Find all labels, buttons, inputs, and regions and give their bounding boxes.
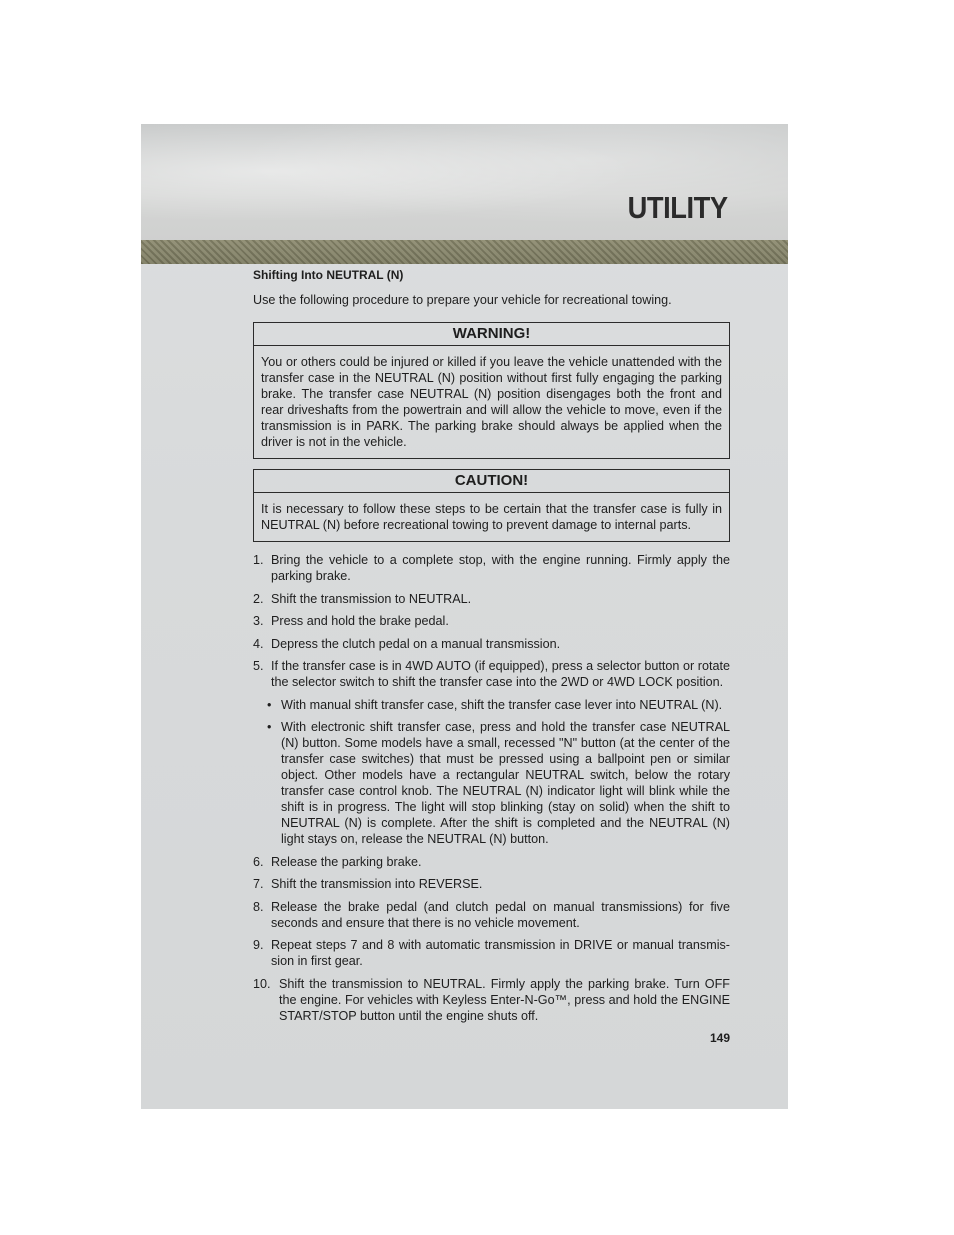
intro-paragraph: Use the following procedure to prepare your vehicle for recreational towing. (253, 293, 672, 307)
content (253, 267, 730, 1030)
bullet-list (253, 697, 730, 848)
step-number: 2. (253, 591, 264, 606)
step-text: Press and hold the brake pedal. (271, 614, 449, 628)
caution-title: CAUTION! (254, 470, 729, 493)
header-band (141, 240, 788, 264)
step-text: Shift the transmission to NEUTRAL. (271, 591, 472, 606)
step-text: Release the brake pedal (and clutch pedal on manual transmissions) for five seconds and ensure that there is no vehicle movement. (271, 899, 730, 930)
list-item (253, 937, 730, 969)
bullet-mark: • (267, 720, 272, 734)
procedure-list-continued (253, 854, 730, 1024)
caution-box (253, 469, 730, 542)
step-number: 5. (253, 659, 264, 673)
list-item (253, 658, 730, 690)
warning-box (253, 322, 730, 459)
step-number: 7. (253, 877, 264, 891)
step-text: Repeat steps 7 and 8 with automatic transmission in DRIVE or manual transmis-sion in first gear. (271, 938, 730, 968)
list-item (253, 876, 730, 892)
page-number: 149 (709, 1031, 730, 1045)
step-number: 1. (253, 553, 264, 567)
warning-title: WARNING! (254, 323, 729, 346)
bullet-mark: • (267, 697, 272, 712)
list-item (253, 899, 730, 931)
caution-text: It is necessary to follow these steps to be certain that the transfer case is fully in NEUTRAL (N) before recreational towing to prevent damage to internal parts. (261, 502, 722, 532)
chapter-title: UTILITY (628, 190, 728, 225)
step-text: Release the parking brake. (271, 854, 422, 869)
step-number: 4. (253, 636, 264, 651)
step-number: 6. (253, 854, 264, 869)
list-item (253, 552, 730, 584)
step-number: 3. (253, 614, 264, 628)
step-number: 10. (253, 976, 271, 991)
manual-page (141, 124, 788, 1109)
bullet-item (253, 719, 730, 847)
list-item (253, 636, 730, 652)
step-text: Shift the transmission to NEUTRAL. Firmly apply the parking brake. Turn OFF the engine. For vehicles with Keyless Enter-N-Go™, press and hold the ENGINE START/STOP button until the engine shuts off. (279, 976, 730, 1023)
list-item (253, 613, 730, 629)
step-number: 8. (253, 899, 264, 914)
list-item (253, 976, 730, 1024)
header-banner (141, 124, 788, 242)
bullet-text: With manual shift transfer case, shift the transfer case lever into NEUTRAL (N). (281, 697, 723, 712)
warning-text: You or others could be injured or killed if you leave the vehicle unattended with the transfer case in the NEUTRAL (N) position without first fully engaging the parking brake. The transfer case NEUTRAL (N) position disengages both the front and rear driveshafts from the powertrain and will allow the vehicle to move, even if the transmission is in PARK. The parking brake should always be applied when the driver is not in the vehicle. (261, 355, 722, 449)
list-item (253, 591, 730, 607)
bullet-text: With electronic shift transfer case, press and hold the transfer case NEUTRAL (N) button. Some models have a small, recessed "N" button (at the center of the transfer case switches) that must be pressed using a ballpoint pen or similar object. Other models have a rectangular NEUTRAL switch, below the rotary transfer case control knob. The NEUTRAL (N) indicator light will blink while the shift is in progress. The light will stop blinking (stay on solid) when the shift to NEUTRAL (N) is complete. After the shift is completed and the NEUTRAL (N) light stays on, release the NEUTRAL (N) button. (281, 720, 730, 846)
step-text: Bring the vehicle to a complete stop, with the engine running. Firmly apply the parking brake. (271, 553, 730, 583)
procedure-list (253, 552, 730, 690)
step-number: 9. (253, 938, 264, 952)
step-text: Depress the clutch pedal on a manual transmission. (271, 636, 561, 651)
list-item (253, 854, 730, 870)
section-heading: Shifting Into NEUTRAL (N) (253, 268, 404, 282)
bullet-item (253, 697, 730, 713)
step-text: Shift the transmission into REVERSE. (271, 877, 483, 891)
step-text: If the transfer case is in 4WD AUTO (if equipped), press a selector button or rotate the selector switch to shift the transfer case into the 2WD or 4WD LOCK position. (271, 659, 730, 689)
